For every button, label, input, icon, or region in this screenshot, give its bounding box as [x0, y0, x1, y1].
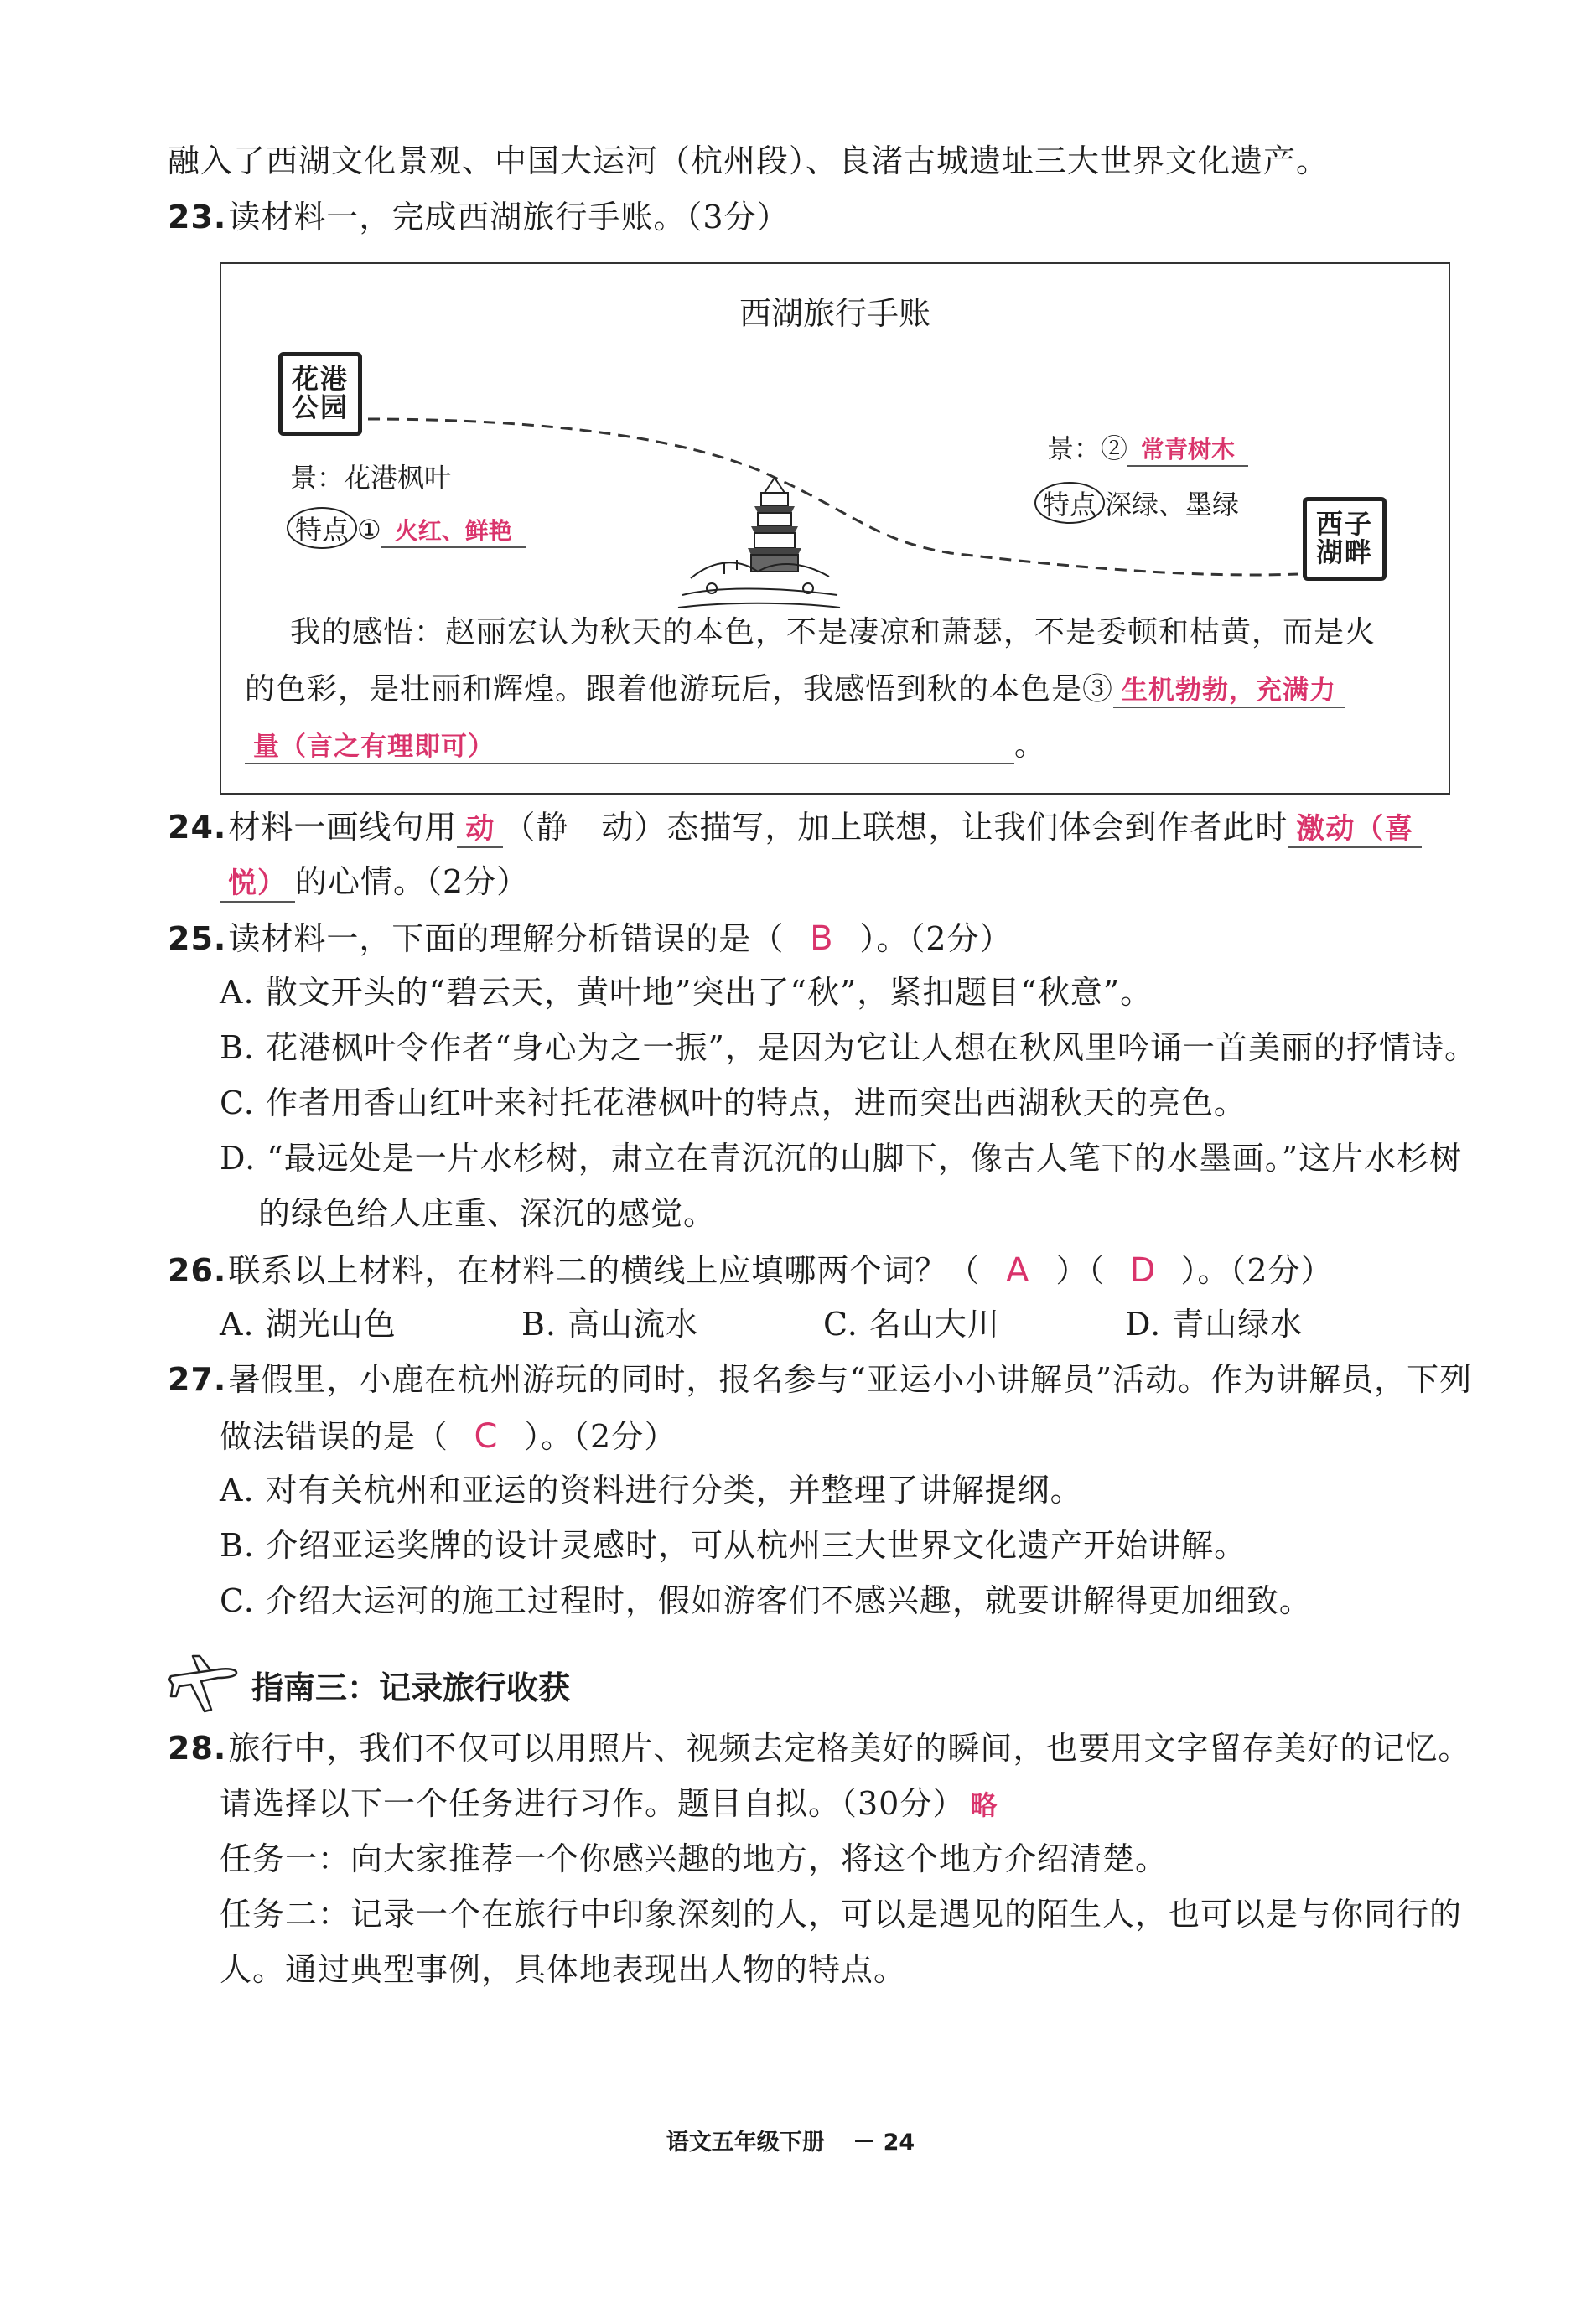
- book-title: 语文五年级下册: [666, 2130, 825, 2156]
- trait-left-row: [287, 507, 526, 549]
- question-number: 27.: [168, 1361, 227, 1398]
- airplane-icon: [168, 1651, 240, 1718]
- reflection-text: 的色彩，是壮丽和辉煌。跟着他游玩后，我感悟到秋的本色是③: [245, 672, 1114, 707]
- reflection-line-1: 我的感悟：赵丽宏认为秋天的本色，不是凄凉和萧瑟，不是委顿和枯黄，而是火: [290, 615, 1376, 650]
- question-28-cont: [220, 1785, 998, 1824]
- question-text-post: ）。（2分）: [524, 1418, 677, 1455]
- option-27c: C. 介绍大运河的施工过程时，假如游客们不感兴趣，就要讲解得更加细致。: [220, 1582, 1312, 1619]
- page-number: － 24: [853, 2130, 915, 2156]
- option-25d: D. “最远处是一片水杉树，肃立在青沉沉的山脚下，像古人笔下的水墨画。”这片水杉树: [220, 1140, 1463, 1177]
- stamp-huagang-park: 花港公园: [278, 352, 362, 436]
- question-text-post: ）。（2分）: [1180, 1252, 1334, 1289]
- question-28: [168, 1730, 1470, 1768]
- answer-25: B: [810, 919, 834, 958]
- answer1-marker: ①: [357, 514, 381, 546]
- question-number: 26.: [168, 1252, 227, 1289]
- question-text: 暑假里，小鹿在杭州游玩的同时，报名参与“亚运小小讲解员”活动。作为讲解员，下列: [228, 1361, 1473, 1398]
- scene-left-text: 景：花港枫叶: [290, 462, 452, 494]
- answer-blank-3a: 生机勃勃，充满力: [1113, 675, 1345, 708]
- question-23: [168, 199, 790, 237]
- question-text: 请选择以下一个任务进行习作。题目自拟。（30分）: [220, 1785, 966, 1822]
- question-text-end: 的心情。（2分）: [295, 863, 530, 900]
- option-25b: B. 花港枫叶令作者“身心为之一振”，是因为它让人想在秋风里吟诵一首美丽的抒情诗。: [220, 1029, 1477, 1066]
- question-number: 23.: [168, 199, 227, 236]
- question-24-cont: [220, 863, 529, 903]
- reflection-line-2: [245, 671, 1345, 708]
- question-27: [168, 1361, 1472, 1400]
- option-25c: C. 作者用香山红叶来衬托花港枫叶的特点，进而突出西湖秋天的亮色。: [220, 1084, 1247, 1121]
- answer-blank-24a: 动: [457, 812, 503, 848]
- trait-right-label: 特点: [1034, 482, 1105, 524]
- reflection-end: 。: [1014, 728, 1046, 763]
- section-3-title: 指南三：记录旅行收获: [251, 1669, 571, 1706]
- question-text: 读材料一，完成西湖旅行手账。（3分）: [228, 199, 790, 236]
- trait-right-text: 深绿、墨绿: [1105, 489, 1240, 520]
- option-26b: B. 高山流水: [521, 1306, 699, 1343]
- option-26d: D. 青山绿水: [1125, 1306, 1304, 1343]
- answer-blank-24b-cont: 悦）: [220, 867, 295, 903]
- answer-26a: A: [1006, 1251, 1030, 1290]
- question-text: 旅行中，我们不仅可以用照片、视频去定格美好的瞬间，也要用文字留存美好的记忆。: [228, 1730, 1471, 1767]
- answer-27: C: [474, 1417, 499, 1456]
- question-text: 材料一画线句用: [228, 809, 458, 846]
- option-26a: A. 湖光山色: [220, 1306, 397, 1343]
- section-3-header: [168, 1647, 570, 1722]
- task-2-line-1: 任务二：记录一个在旅行中印象深刻的人，可以是遇见的陌生人，也可以是与你同行的: [220, 1896, 1463, 1933]
- answer-blank-24b: 激动（喜: [1288, 812, 1422, 848]
- scene-right-row: [1047, 427, 1248, 467]
- page-footer: [0, 2124, 1581, 2156]
- task-1: 任务一：向大家推荐一个你感兴趣的地方，将这个地方介绍清楚。: [220, 1840, 1169, 1877]
- question-text: 做法错误的是（: [220, 1418, 449, 1455]
- question-text-mid: ）（: [1055, 1252, 1106, 1289]
- question-text: 读材料一，下面的理解分析错误的是（: [228, 920, 785, 957]
- travel-journal-card: [220, 262, 1450, 795]
- option-27a: A. 对有关杭州和亚运的资料进行分类，并整理了讲解提纲。: [220, 1472, 1083, 1509]
- question-number: 25.: [168, 920, 227, 957]
- answer-28: 略: [970, 1789, 998, 1821]
- card-title: 西湖旅行手账: [739, 295, 930, 332]
- answer-blank-1: 火红、鲜艳: [381, 513, 526, 548]
- option-25a: A. 散文开头的“碧云天，黄叶地”突出了“秋”，紧扣题目“秋意”。: [220, 974, 1153, 1011]
- option-26c: C. 名山大川: [823, 1306, 1000, 1343]
- question-number: 28.: [168, 1730, 227, 1767]
- trait-right-row: [1034, 482, 1239, 524]
- option-25d-cont: 的绿色给人庄重、深沉的感觉。: [258, 1195, 717, 1232]
- pagoda-illustration: [674, 469, 842, 620]
- scene-right-label: 景：②: [1047, 432, 1128, 464]
- answer-blank-3b: 量（言之有理即可）: [245, 732, 1014, 764]
- trait-left-label: 特点: [287, 507, 357, 549]
- question-26: [168, 1250, 1334, 1291]
- answer-26b: D: [1129, 1251, 1157, 1290]
- stamp-xizi-lakeside: 西子湖畔: [1303, 497, 1387, 581]
- option-27b: B. 介绍亚运奖牌的设计灵感时，可从杭州三大世界文化遗产开始讲解。: [220, 1527, 1247, 1564]
- reflection-line-3: [245, 727, 1045, 764]
- question-text: 联系以上材料，在材料二的横线上应填哪两个词？（: [228, 1252, 981, 1289]
- question-number: 24.: [168, 809, 227, 846]
- options-26: [220, 1306, 1303, 1344]
- question-27-cont: [220, 1416, 676, 1457]
- question-24: [168, 809, 1422, 848]
- question-25: [168, 919, 1013, 959]
- task-2-line-2: 人。通过典型事例，具体地表现出人物的特点。: [220, 1951, 907, 1988]
- question-text-post: ）。（2分）: [859, 920, 1013, 957]
- intro-line: 融入了西湖文化景观、中国大运河（杭州段）、良渚古城遗址三大世界文化遗产。: [168, 142, 1330, 179]
- answer-blank-2: 常青树木: [1127, 432, 1248, 467]
- question-text-mid: （静 动）态描写，加上联想，让我们体会到作者此时: [503, 809, 1288, 846]
